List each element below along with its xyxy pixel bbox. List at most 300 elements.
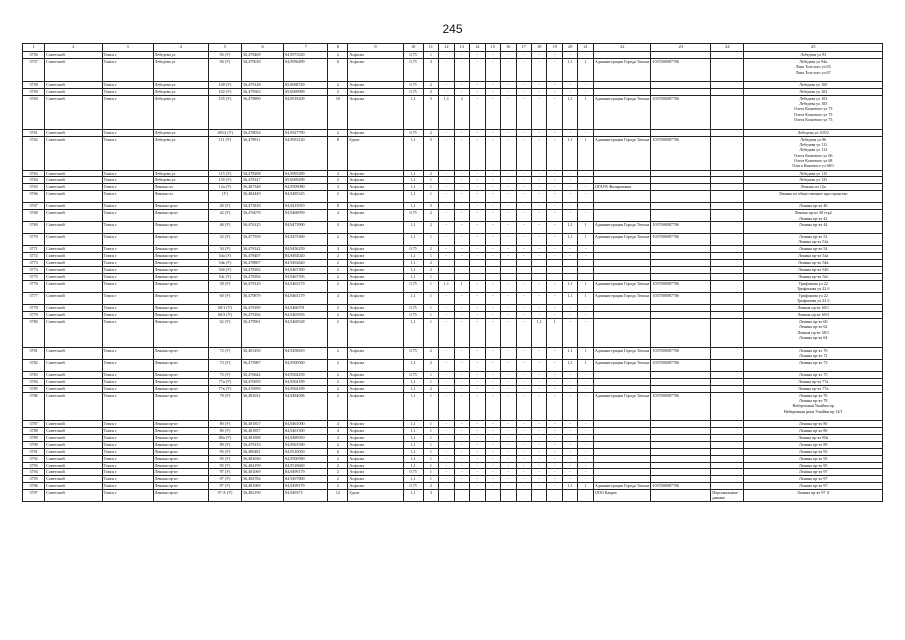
cell-owner-note [711, 203, 744, 210]
cell-served-addresses: Ленина пр-кт 40 [744, 203, 883, 210]
cell-col-14: - [470, 347, 485, 359]
cell-col-16: - [501, 312, 516, 319]
cell-col-14 [470, 266, 485, 273]
cell-owner: Администрация Города Томска [593, 221, 651, 233]
cell-house: (У) [208, 191, 241, 203]
column-header: 3 [102, 44, 153, 52]
cell-col-20: - [562, 385, 577, 392]
cell-col-12: - [439, 221, 454, 233]
cell-col-14: - [470, 392, 485, 421]
cell-district: Советский [45, 490, 103, 502]
cell-district: Советский [45, 441, 103, 448]
cell-row-number: 3768 [23, 210, 45, 222]
cell-latitude: 56,475987 [242, 359, 284, 371]
column-header: 8 [328, 44, 348, 52]
cell-col-11: 1 [423, 441, 438, 448]
cell-street: Лебедева ул [153, 177, 208, 184]
cell-col-18: - [531, 191, 546, 203]
cell-settlement: Томск г [102, 385, 153, 392]
cell-latitude: 56,483031 [242, 392, 284, 421]
cell-latitude: 56,484199 [242, 462, 284, 469]
cell-area: 2 [328, 392, 348, 421]
cell-served-addresses: Ленина пр-кт 70 Ленина пр-кт 72 [744, 347, 883, 359]
cell-district: Советский [45, 462, 103, 469]
cell-owner [593, 253, 651, 260]
cell-settlement: Томск г [102, 95, 153, 129]
cell-street: Лебедева ул [153, 58, 208, 81]
cell-col-20: 1,1 [562, 347, 577, 359]
cell-col-20: - [562, 428, 577, 435]
cell-col-12: - [439, 441, 454, 448]
cell-col-19: - [547, 378, 562, 385]
cell-col-21: - [578, 441, 593, 448]
cell-row-number: 3792 [23, 455, 45, 462]
cell-house: 80 (У) [208, 428, 241, 435]
cell-col-19: - [547, 81, 562, 88]
cell-row-number: 3771 [23, 246, 45, 253]
cell-col-10: 1,1 [403, 428, 423, 435]
cell-house: 54б (У) [208, 266, 241, 273]
cell-house: 97 А (У) [208, 490, 241, 502]
table-row [23, 392, 883, 421]
cell-surface: Асфальт [348, 88, 403, 95]
cell-longitude: 84,9467390 [284, 266, 328, 273]
cell-street: Ленина пр-кт [153, 378, 208, 385]
cell-longitude: 84,9485325 [284, 191, 328, 203]
cell-col-16: - [501, 434, 516, 441]
table-row [23, 476, 883, 483]
cell-row-number: 3775 [23, 273, 45, 280]
cell-longitude: 84,9492020 [284, 253, 328, 260]
cell-col-15: - [485, 483, 500, 490]
cell-col-17: - [516, 428, 531, 435]
cell-longitude: 84,9518669 [284, 462, 328, 469]
table-row [23, 52, 883, 59]
cell-owner-ogrn [651, 253, 711, 260]
cell-col-21 [578, 260, 593, 267]
cell-col-15: - [485, 318, 500, 347]
cell-latitude: 56,479182 [242, 312, 284, 319]
cell-owner-note [711, 280, 744, 292]
cell-longitude: 84,9456259 [284, 246, 328, 253]
cell-col-13: - [454, 359, 469, 371]
cell-col-20: - [562, 312, 577, 319]
cell-street: Ленина пр-кт [153, 455, 208, 462]
cell-longitude: 84,9460959 [284, 210, 328, 222]
cell-col-15: - [485, 184, 500, 191]
cell-longitude: 84,9415919 [284, 203, 328, 210]
cell-area: 2 [328, 441, 348, 448]
cell-col-14: - [470, 136, 485, 170]
cell-col-21: - [578, 88, 593, 95]
table-row [23, 210, 883, 222]
cell-settlement: Томск г [102, 462, 153, 469]
cell-surface: Асфальт [348, 476, 403, 483]
cell-col-16: - [501, 221, 516, 233]
cell-col-16: - [501, 455, 516, 462]
cell-col-18: - [531, 421, 546, 428]
cell-col-15 [485, 273, 500, 280]
cell-street: Лебедева ул [153, 88, 208, 95]
column-header: 25 [744, 44, 883, 52]
cell-served-addresses: Ленина пр-кт 97 [744, 469, 883, 476]
cell-longitude: 84,9461500 [284, 428, 328, 435]
cell-col-12 [439, 490, 454, 502]
cell-owner-ogrn [651, 210, 711, 222]
cell-col-14: - [470, 203, 485, 210]
cell-col-18: - [531, 170, 546, 177]
cell-col-18: - [531, 52, 546, 59]
cell-col-12: - [439, 462, 454, 469]
cell-row-number: 3793 [23, 462, 45, 469]
cell-owner-ogrn: 1037000087706 [651, 359, 711, 371]
cell-col-19: - [547, 469, 562, 476]
cell-district: Советский [45, 318, 103, 347]
cell-col-13: - [454, 455, 469, 462]
cell-owner-ogrn: 1037000087706 [651, 392, 711, 421]
cell-longitude: 84,9463179 [284, 292, 328, 304]
cell-col-10: 1,1 [403, 184, 423, 191]
cell-area: 2 [328, 260, 348, 267]
cell-street: Лебедева ул [153, 129, 208, 136]
cell-row-number: 3767 [23, 203, 45, 210]
cell-settlement: Томск г [102, 347, 153, 359]
cell-col-20: - [562, 455, 577, 462]
cell-row-number: 3796 [23, 483, 45, 490]
cell-col-18: - [531, 95, 546, 129]
cell-row-number: 3769 [23, 221, 45, 233]
cell-col-18: - [531, 462, 546, 469]
cell-col-19: - [547, 434, 562, 441]
cell-street: Ленина пр-кт [153, 234, 208, 246]
table-row [23, 88, 883, 95]
cell-district: Советский [45, 58, 103, 81]
table-row [23, 441, 883, 448]
cell-owner [593, 129, 651, 136]
cell-col-14: - [470, 469, 485, 476]
cell-col-21: - [578, 305, 593, 312]
table-row [23, 280, 883, 292]
cell-col-14: - [470, 476, 485, 483]
cell-col-11: 1 [423, 392, 438, 421]
cell-surface: Асфальт [348, 246, 403, 253]
cell-col-12: - [439, 428, 454, 435]
cell-col-15: - [485, 455, 500, 462]
cell-settlement: Томск г [102, 246, 153, 253]
cell-col-17: - [516, 469, 531, 476]
cell-col-16: - [501, 170, 516, 177]
column-header: 20 [562, 44, 577, 52]
cell-col-21: 1 [578, 221, 593, 233]
cell-owner-ogrn [651, 476, 711, 483]
cell-col-14: - [470, 95, 485, 129]
cell-col-13: - [454, 136, 469, 170]
cell-row-number: 3797 [23, 490, 45, 502]
cell-col-12: - [439, 318, 454, 347]
cell-latitude: 56,479018 [242, 58, 284, 81]
column-header: 22 [593, 44, 651, 52]
cell-area: 2 [328, 280, 348, 292]
cell-col-19: - [547, 221, 562, 233]
cell-latitude: 56,478911 [242, 136, 284, 170]
cell-surface: Асфальт [348, 58, 403, 81]
cell-col-15: - [485, 305, 500, 312]
cell-col-18: - [531, 221, 546, 233]
cell-surface: Асфальт [348, 359, 403, 371]
cell-col-17: - [516, 305, 531, 312]
cell-col-10: 1,1 [403, 177, 423, 184]
cell-col-20: 1,1 [562, 234, 577, 246]
cell-owner-ogrn [651, 246, 711, 253]
cell-col-10: 0,75 [403, 280, 423, 292]
cell-row-number: 3774 [23, 266, 45, 273]
cell-owner-ogrn: 1037000087706 [651, 58, 711, 81]
cell-surface: Асфальт [348, 177, 403, 184]
cell-house: 52 (У) [208, 234, 241, 246]
cell-col-12: - [439, 434, 454, 441]
cell-col-13: 1 [454, 280, 469, 292]
cell-col-16: - [501, 347, 516, 359]
cell-col-17: - [516, 483, 531, 490]
cell-col-11: 2 [423, 81, 438, 88]
cell-row-number: 3790 [23, 441, 45, 448]
cell-col-11: 2 [423, 246, 438, 253]
cell-street: Ленина пр-кт [153, 490, 208, 502]
cell-house: 95 (У) [208, 462, 241, 469]
cell-col-13: - [454, 170, 469, 177]
cell-col-18: - [531, 203, 546, 210]
cell-col-17 [516, 266, 531, 273]
cell-surface: Асфальт [348, 483, 403, 490]
table-row [23, 203, 883, 210]
cell-col-15: - [485, 210, 500, 222]
cell-street: Ленина пр-кт [153, 359, 208, 371]
cell-col-20: - [562, 191, 577, 203]
cell-district: Советский [45, 203, 103, 210]
cell-longitude: 84,949373 [284, 490, 328, 502]
cell-col-13: - [454, 434, 469, 441]
cell-col-12 [439, 266, 454, 273]
cell-col-11: 2 [423, 385, 438, 392]
cell-longitude: 84,9500590 [284, 455, 328, 462]
cell-row-number: 3763 [23, 170, 45, 177]
cell-latitude: 56,484449 [242, 191, 284, 203]
cell-col-11: 1 [423, 448, 438, 455]
cell-street: Ленина пр-кт [153, 266, 208, 273]
cell-col-11: 1 [423, 305, 438, 312]
cell-owner [593, 476, 651, 483]
cell-street: Ленина пл [153, 191, 208, 203]
cell-street: Ленина пр-кт [153, 253, 208, 260]
column-header: 17 [516, 44, 531, 52]
cell-house: 105 (У) [208, 95, 241, 129]
cell-col-18: - [531, 246, 546, 253]
cell-owner: Администрация Города Томска [594, 483, 650, 489]
cell-col-17 [516, 490, 531, 502]
cell-col-19: - [547, 184, 562, 191]
cell-owner [593, 170, 651, 177]
cell-area: 2 [328, 371, 348, 378]
cell-surface: Асфальт [348, 448, 403, 455]
cell-col-18 [531, 260, 546, 267]
cell-col-13: - [454, 476, 469, 483]
cell-house: 60/1 (У) [208, 305, 241, 312]
cell-col-18: - [531, 385, 546, 392]
cell-house: 60 (У) [208, 292, 241, 304]
cell-col-10: 1,1 [403, 273, 423, 280]
cell-col-13: - [454, 371, 469, 378]
cell-owner-note [711, 371, 744, 378]
cell-longitude: 84,9956499 [284, 58, 328, 81]
page-number: 245 [442, 22, 463, 36]
cell-owner: Администрация Города Томска [593, 280, 651, 292]
cell-row-number: 3762 [23, 136, 45, 170]
cell-owner-note [711, 260, 744, 267]
cell-col-19: - [547, 95, 562, 129]
cell-col-10: 1,1 [403, 378, 423, 385]
cell-col-20: 1,1 [562, 359, 577, 371]
cell-col-20: 1,1 [562, 136, 577, 170]
cell-col-11: 2 [423, 483, 438, 490]
cell-col-15: - [485, 177, 500, 184]
cell-settlement: Томск г [102, 203, 153, 210]
cell-settlement: Томск г [102, 210, 153, 222]
cell-latitude: 56,479961 [242, 318, 284, 347]
cell-col-11: 5 [423, 95, 438, 129]
column-header: 19 [547, 44, 562, 52]
cell-settlement: Томск г [102, 428, 153, 435]
cell-col-11: 1 [423, 371, 438, 378]
cell-col-15: - [485, 88, 500, 95]
cell-settlement: Томск г [102, 490, 153, 502]
cell-col-17: - [516, 448, 531, 455]
cell-owner-ogrn [651, 177, 711, 184]
cell-owner-note [711, 378, 744, 385]
cell-owner-note [711, 170, 744, 177]
cell-col-10: 1,1 [403, 318, 423, 347]
cell-col-14: - [470, 483, 485, 490]
cell-settlement: Томск г [102, 253, 153, 260]
cell-col-11: 2 [423, 221, 438, 233]
cell-col-14: - [470, 191, 485, 203]
cell-col-17 [516, 273, 531, 280]
cell-col-13: - [454, 234, 469, 246]
cell-col-21: 1 [578, 359, 593, 371]
column-header: 4 [153, 44, 208, 52]
cell-district: Советский [45, 246, 103, 253]
cell-col-11: 2 [423, 260, 438, 267]
cell-col-21: - [578, 129, 593, 136]
cell-owner-note [711, 385, 744, 392]
cell-area: 10 [328, 95, 348, 129]
cell-col-21: - [578, 52, 593, 59]
cell-col-15: - [485, 462, 500, 469]
cell-row-number: 3766 [23, 191, 45, 203]
cell-col-16: - [501, 428, 516, 435]
column-header: 21 [578, 44, 593, 52]
cell-col-11: 1 [423, 292, 438, 304]
cell-settlement: Томск г [102, 280, 153, 292]
cell-col-12: - [439, 371, 454, 378]
cell-owner: Администрация Города Томска [593, 347, 651, 359]
cell-col-10: 0,75 [403, 469, 423, 476]
cell-served-addresses: Ленина пр-кт 54 [744, 246, 883, 253]
cell-latitude: 56,478142 [242, 246, 284, 253]
cell-col-15: - [485, 52, 500, 59]
cell-owner: Администрация Города Томска [593, 95, 651, 129]
cell-longitude: 84,9497800 [284, 476, 328, 483]
cell-owner-ogrn [651, 260, 711, 267]
cell-col-16: - [501, 58, 516, 81]
cell-street: Ленина пр-кт [153, 273, 208, 280]
cell-surface: Асфальт [348, 318, 403, 347]
cell-col-12: - [439, 177, 454, 184]
cell-col-11: 2 [423, 129, 438, 136]
cell-col-11: 1 [423, 177, 438, 184]
cell-col-16: - [501, 392, 516, 421]
cell-col-18: - [531, 292, 546, 304]
table-row [23, 448, 883, 455]
cell-owner [593, 371, 651, 378]
cell-owner-note [711, 184, 744, 191]
cell-owner-ogrn [651, 312, 711, 319]
cell-col-15: - [485, 191, 500, 203]
cell-settlement: Томск г [102, 221, 153, 233]
cell-col-17: - [516, 434, 531, 441]
cell-col-21: 1 [578, 483, 593, 490]
cell-latitude: 56,475818 [242, 203, 284, 210]
cell-col-21: - [578, 318, 593, 347]
cell-longitude: 84,9500500 [284, 359, 328, 371]
cell-owner-note [711, 483, 744, 490]
cell-district: Советский [45, 292, 103, 304]
cell-col-16: - [501, 234, 516, 246]
cell-col-11: 1 [423, 469, 438, 476]
cell-col-10: 0,75 [403, 129, 423, 136]
cell-owner-note [711, 95, 744, 129]
cell-district: Советский [45, 280, 103, 292]
cell-col-20: 1,1 [562, 221, 577, 233]
cell-house: 95 (У) [208, 455, 241, 462]
cell-row-number: 3760 [23, 95, 45, 129]
cell-street: Ленина пр-кт [153, 305, 208, 312]
cell-col-21: - [578, 253, 593, 260]
cell-col-18: - [531, 129, 546, 136]
cell-col-12: - [439, 347, 454, 359]
cell-area: 4 [328, 210, 348, 222]
cell-house: 89 (У) [208, 441, 241, 448]
cell-longitude: 84,9927790 [284, 129, 328, 136]
cell-district: Советский [45, 421, 103, 428]
cell-col-16: - [501, 81, 516, 88]
cell-col-14: - [470, 359, 485, 371]
cell-col-11: 1 [423, 191, 438, 203]
cell-col-21: - [578, 462, 593, 469]
cell-served-addresses: Ленина пр-кт 97 [744, 476, 883, 483]
cell-col-15: - [485, 371, 500, 378]
cell-street: Ленина пр-кт [153, 392, 208, 421]
cell-latitude: 56,481857 [242, 428, 284, 435]
cell-col-12: - [439, 378, 454, 385]
cell-col-13 [454, 266, 469, 273]
cell-col-16: - [501, 441, 516, 448]
cell-col-13: - [454, 52, 469, 59]
cell-col-12: - [439, 421, 454, 428]
cell-settlement: Томск г [102, 292, 153, 304]
cell-longitude: 84,9509080 [284, 184, 328, 191]
cell-col-13: - [454, 184, 469, 191]
column-header: 10 [403, 44, 423, 52]
